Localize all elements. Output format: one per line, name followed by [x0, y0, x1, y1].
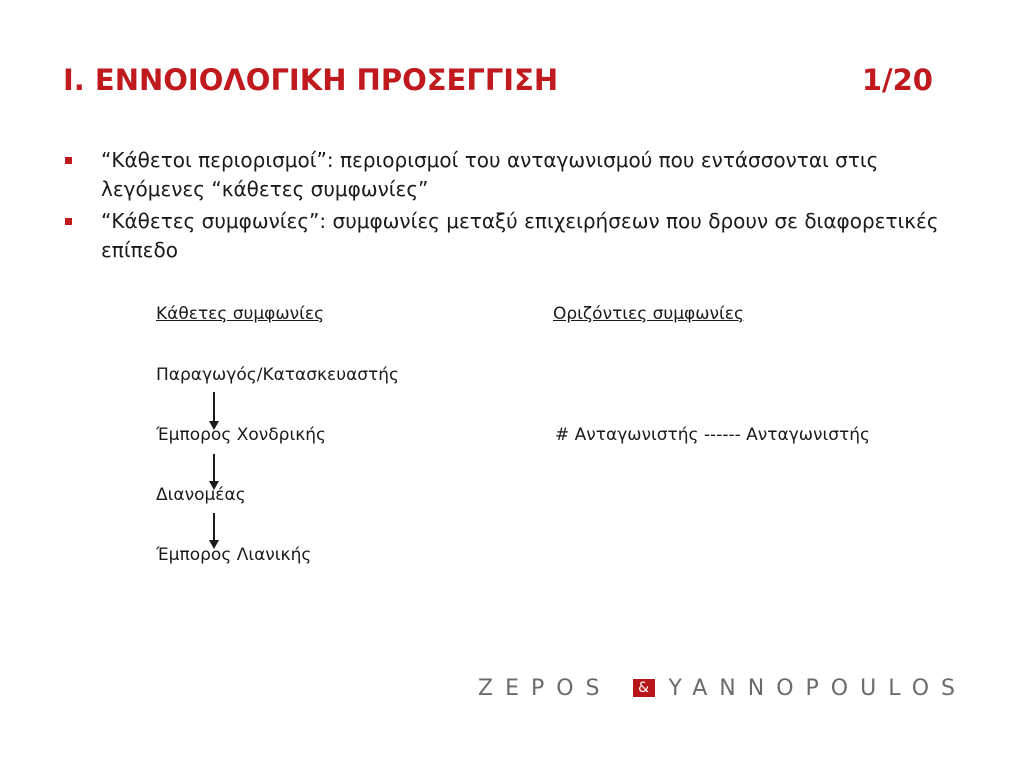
chain-item-wholesaler: Έμπορος Χονδρικής: [156, 425, 326, 445]
square-bullet-icon: [65, 218, 72, 225]
bullet-text: “Κάθετοι περιορισμοί”: περιορισμοί του ανταγωνισμού που εντάσσονται στις λεγόμενες “κάθετες συμφωνίες”: [101, 148, 879, 201]
ampersand-icon: &: [633, 679, 655, 697]
chain-item-producer: Παραγωγός/Κατασκευαστής: [156, 365, 400, 385]
chain-item-retailer: Έμπορος Λιανικής: [156, 545, 312, 565]
slide-title: I. ΕΝΝΟΙΟΛΟΓΙΚΗ ΠΡΟΣΕΓΓΙΣΗ: [63, 63, 559, 97]
down-arrow-icon: [208, 513, 220, 549]
bullet-text: “Κάθετες συμφωνίες”: συμφωνίες μεταξύ επιχειρήσεων που δρουν σε διαφορετικές επίπεδο: [101, 209, 939, 262]
slide-title-row: [63, 58, 933, 102]
bullet-item: [63, 146, 973, 204]
competitor-relation: # Ανταγωνιστής ------ Ανταγωνιστής: [555, 425, 871, 445]
vertical-agreements-heading: Κάθετες συμφωνίες: [156, 304, 325, 324]
chain-item-distributor: Διανομέας: [156, 485, 246, 505]
brand-left: ZEPOS: [478, 676, 612, 701]
page-number: 1/20: [861, 63, 933, 97]
horizontal-agreements-heading: Οριζόντιες συμφωνίες: [553, 304, 744, 324]
bullet-item: [63, 207, 973, 265]
square-bullet-icon: [65, 157, 72, 164]
bullet-list: [63, 146, 973, 268]
brand-logo: [478, 672, 978, 706]
brand-right: YANNOPOULOS: [668, 676, 967, 701]
